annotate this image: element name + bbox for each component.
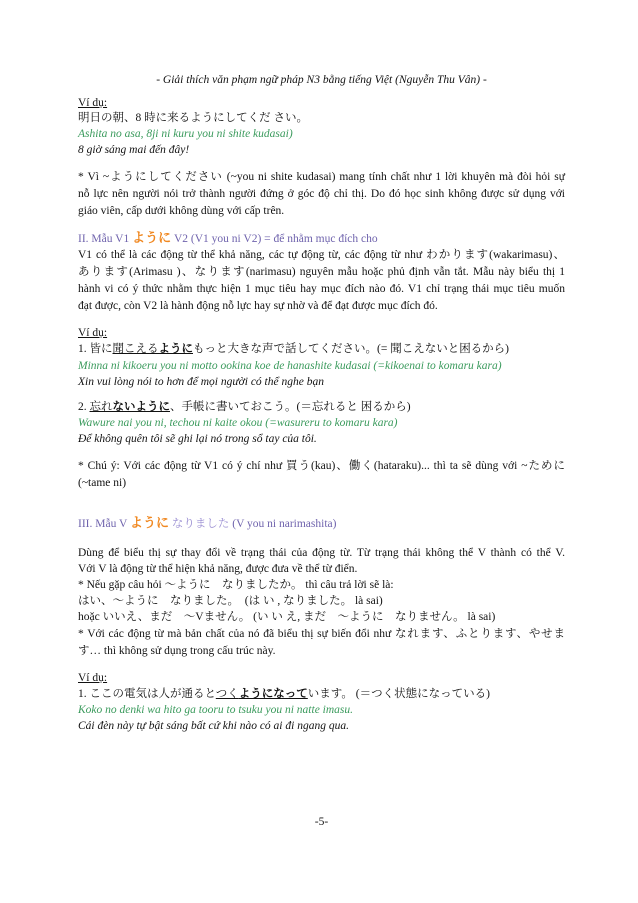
jp-segment: います。 (＝つく状態になっている)	[307, 688, 490, 700]
section-3-body-line: Với V là động từ thể hiện khả năng, được đưa về thể từ điển.	[78, 563, 358, 575]
jp-segment-keyword: ようになって	[238, 688, 308, 700]
section-3-body-line: hoặc いいえ、まだ ～Vません。 (い い え, まだ ～ように なりません。 là sai)	[78, 611, 496, 623]
section-3-title-middle: なりました	[168, 518, 230, 530]
section-2-example-1-romaji: Minna ni kikoeru you ni motto ookina koe de hanashite kudasai (=kikoenai to komaru kara)	[78, 360, 502, 372]
section-3-body-line: す… thì không sử dụng trong cấu trúc này.	[78, 645, 276, 657]
section-3-body-line: * Với các động từ mà bản chất của nó đã biểu thị sự biến đổi như なれます、ふとります、やせま	[78, 628, 565, 640]
section-3-example-1-japanese	[78, 687, 490, 702]
section-2-body-line: hành vi có ý thức nhằm thực hiện 1 mục tiêu hay mục đích nào đó. V1 chỉ trạng thái mục tiêu muốn	[78, 283, 565, 295]
section-3-title	[78, 515, 336, 532]
note-line: * Vì ~ようにしてください (~you ni shite kudasai) mang tính chất như 1 lời khuyên mà đòi hỏi sự	[78, 171, 565, 183]
example-label: Ví dụ:	[78, 672, 108, 684]
jp-segment-underlined: 忘れ	[89, 401, 113, 413]
jp-segment: もっと大きな声で話してください。(= 聞こえないと困るから)	[193, 343, 510, 355]
section-2-example-1-japanese	[78, 342, 509, 357]
section-2-note-line: (~tame ni)	[78, 477, 127, 489]
section-3-title-keyword: ように	[129, 515, 169, 530]
section-2-example-2-romaji: Wawure nai you ni, techou ni kaite okou (=wasureru to komaru kara)	[78, 417, 398, 429]
section-2-title-prefix: II. Mẫu V1	[78, 233, 133, 245]
example-japanese: 明日の朝、8 時に来るようにしてくだ さい。	[78, 112, 308, 124]
jp-segment-underlined: 聞こえる	[112, 343, 159, 355]
section-2-body-line: đạt được, còn V2 là hành động nỗ lực hay sự nhờ và để đạt được mục đích đó.	[78, 300, 438, 312]
section-2-example-2-japanese	[78, 400, 411, 415]
jp-segment-keyword: ないように	[112, 401, 170, 413]
section-2-title	[78, 230, 378, 247]
jp-segment: 、手帳に書いておこう。(＝忘れると 困るから)	[170, 401, 411, 413]
jp-segment: 1. 皆に	[78, 343, 113, 355]
section-2-body-line: V1 có thể là các động từ thể khả năng, các tự động từ, các động từ như わかります(wakarimasu)、	[78, 249, 565, 261]
jp-segment: 1. ここの電気は人が通ると	[78, 688, 216, 700]
section-3-body-line: Dùng để biểu thị sự thay đổi về trạng thái của động từ. Từ trạng thái không thể V thành có thể V.	[78, 547, 565, 559]
page-number: -5-	[314, 816, 329, 828]
jp-segment: 2.	[78, 401, 90, 413]
example-label: Ví dụ:	[78, 97, 108, 109]
section-3-body-line: * Nếu gặp câu hỏi ～ように なりましたか。 thì câu trả lời sẽ là:	[78, 579, 394, 591]
section-2-title-keyword: ように	[132, 230, 172, 245]
section-2-example-1-vietnamese: Xin vui lòng nói to hơn để mọi người có thể nghe bạn	[78, 376, 324, 388]
example-romaji: Ashita no asa, 8ji ni kuru you ni shite kudasai)	[78, 128, 293, 140]
section-3-title-prefix: III. Mẫu V	[78, 518, 130, 530]
section-3-title-suffix: (V you ni narimashita)	[229, 518, 337, 530]
section-2-example-2-vietnamese: Để không quên tôi sẽ ghi lại nó trong sổ tay của tôi.	[78, 433, 317, 445]
note-line: nỗ lực nên người nói trở thành người đứng ở góc độ chỉ thị. Do đó học sinh không được sử dụng với	[78, 188, 565, 200]
section-2-title-suffix: V2 (V1 you ni V2) = để nhằm mục đích cho	[171, 233, 378, 245]
jp-segment-underlined: つく	[215, 688, 239, 700]
example-label: Ví dụ:	[78, 327, 108, 339]
jp-segment-keyword: ように	[158, 343, 193, 355]
section-3-example-1-romaji: Koko no denki wa hito ga tooru to tsuku you ni natte imasu.	[78, 704, 354, 716]
section-2-body-line: あります(Arimasu )、なります(narimasu) nguyên mẫu hoặc phủ định vẫn tắt. Mẫu này biểu thị 1	[78, 266, 565, 278]
page-header: - Giải thích văn phạm ngữ pháp N3 bằng tiếng Việt (Nguyễn Thu Vân) -	[156, 74, 487, 86]
section-2-note-line: * Chú ý: Với các động từ V1 có ý chí như 買う(kau)、働く(hataraku)... thì ta sẽ dùng với ~ために	[78, 460, 565, 472]
section-3-body-line: はい、～ように なりました。 (は い , なりました。 là sai)	[78, 595, 383, 607]
note-line: giáo viên, cấp dưới không dùng với cấp trên.	[78, 205, 285, 217]
example-vietnamese: 8 giờ sáng mai đến đây!	[78, 144, 190, 156]
section-3-example-1-vietnamese: Cái đèn này tự bật sáng bất cứ khi nào có ai đi ngang qua.	[78, 720, 349, 732]
